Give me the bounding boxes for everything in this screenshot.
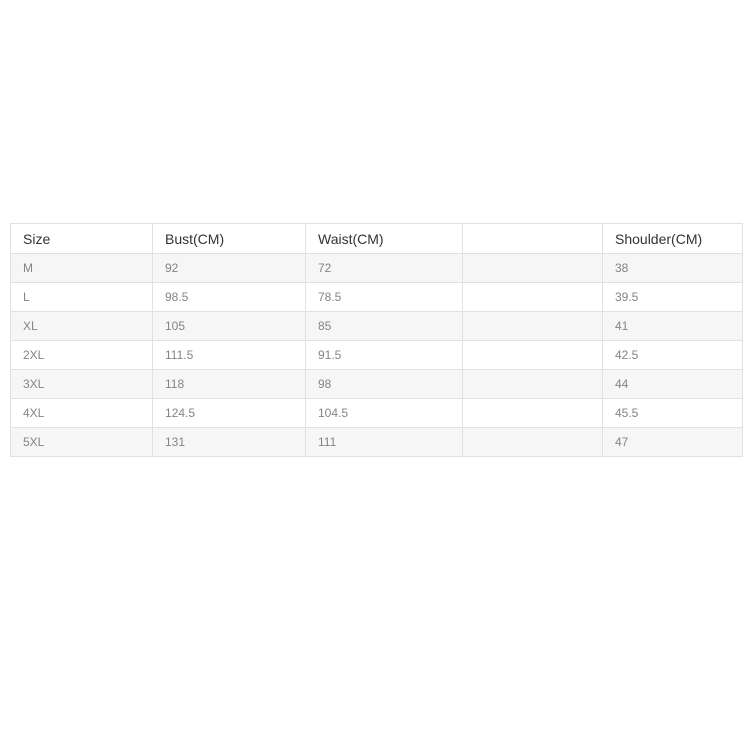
cell-size: XL (11, 312, 153, 341)
cell-size: L (11, 283, 153, 312)
header-size: Size (11, 224, 153, 254)
cell-size: 3XL (11, 370, 153, 399)
cell-bust: 111.5 (153, 341, 306, 370)
table-body (11, 254, 743, 457)
cell-empty (463, 370, 603, 399)
cell-size: 4XL (11, 399, 153, 428)
cell-waist: 91.5 (306, 341, 463, 370)
header-empty (463, 224, 603, 254)
cell-bust: 124.5 (153, 399, 306, 428)
table-row (11, 370, 743, 399)
cell-shoulder: 44 (603, 370, 743, 399)
header-waist: Waist(CM) (306, 224, 463, 254)
table-header (11, 224, 743, 254)
cell-bust: 105 (153, 312, 306, 341)
cell-size: 5XL (11, 428, 153, 457)
cell-bust: 118 (153, 370, 306, 399)
table-row (11, 341, 743, 370)
cell-waist: 72 (306, 254, 463, 283)
cell-empty (463, 341, 603, 370)
table-row (11, 399, 743, 428)
cell-shoulder: 47 (603, 428, 743, 457)
cell-shoulder: 38 (603, 254, 743, 283)
cell-waist: 85 (306, 312, 463, 341)
cell-empty (463, 312, 603, 341)
header-row (11, 224, 743, 254)
table-row (11, 283, 743, 312)
cell-waist: 98 (306, 370, 463, 399)
cell-shoulder: 39.5 (603, 283, 743, 312)
cell-empty (463, 254, 603, 283)
cell-shoulder: 45.5 (603, 399, 743, 428)
header-shoulder: Shoulder(CM) (603, 224, 743, 254)
cell-size: M (11, 254, 153, 283)
cell-bust: 92 (153, 254, 306, 283)
cell-size: 2XL (11, 341, 153, 370)
cell-bust: 131 (153, 428, 306, 457)
table-row (11, 312, 743, 341)
cell-waist: 111 (306, 428, 463, 457)
cell-shoulder: 42.5 (603, 341, 743, 370)
size-chart-table (10, 223, 743, 457)
table-row (11, 428, 743, 457)
size-chart-container (10, 223, 742, 457)
table-row (11, 254, 743, 283)
cell-bust: 98.5 (153, 283, 306, 312)
cell-waist: 104.5 (306, 399, 463, 428)
cell-shoulder: 41 (603, 312, 743, 341)
header-bust: Bust(CM) (153, 224, 306, 254)
cell-empty (463, 428, 603, 457)
cell-waist: 78.5 (306, 283, 463, 312)
cell-empty (463, 283, 603, 312)
cell-empty (463, 399, 603, 428)
